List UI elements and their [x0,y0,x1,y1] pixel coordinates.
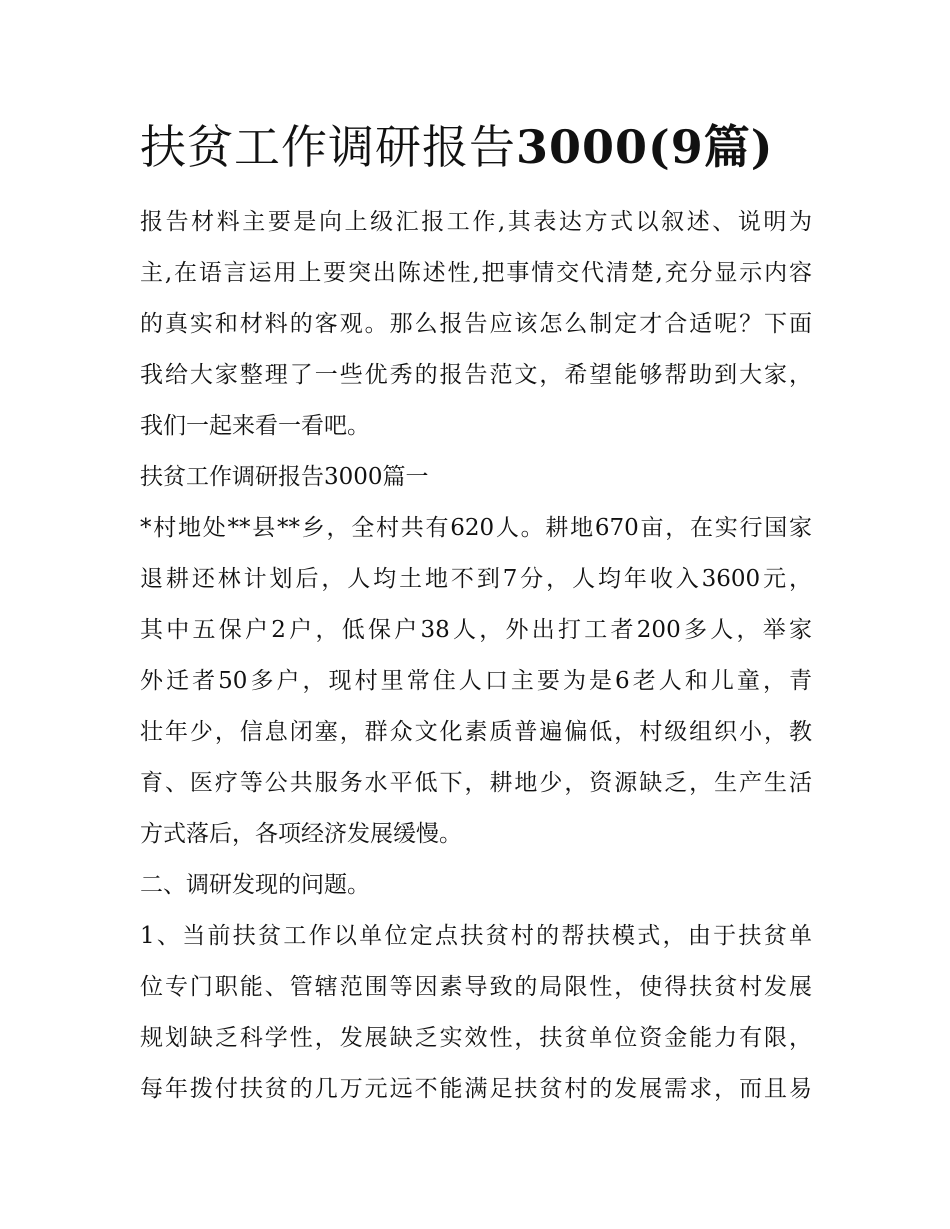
paragraph-line-2: 退耕还林计划后，人均土地不到7分，人均年收入3600元， [140,566,812,592]
intro-line-4: 我给大家整理了一些优秀的报告范文，希望能够帮助到大家， [140,362,812,388]
problem-line-4: 每年拨付扶贫的几万元远不能满足扶贫村的发展需求，而且易 [140,1076,812,1102]
section-heading-2: 二、调研发现的问题。 [140,872,370,898]
problem-line-1: 1、当前扶贫工作以单位定点扶贫村的帮扶模式，由于扶贫单 [140,923,812,949]
problem-line-3: 规划缺乏科学性，发展缺乏实效性，扶贫单位资金能力有限， [140,1025,812,1051]
paragraph-line-3: 其中五保户2户，低保户38人，外出打工者200多人，举家 [140,617,812,643]
document-title [140,112,820,182]
paragraph-line-5: 壮年少，信息闭塞，群众文化素质普遍偏低，村级组织小，教 [140,719,812,745]
paragraph-line-6: 育、医疗等公共服务水平低下，耕地少，资源缺乏，生产生活 [140,770,812,796]
paragraph-line-4: 外迁者50多户，现村里常住人口主要为是6老人和儿童，青 [140,668,812,694]
intro-line-1: 报告材料主要是向上级汇报工作,其表达方式以叙述、说明为 [140,209,812,235]
document-body [140,197,812,1115]
intro-line-3: 的真实和材料的客观。那么报告应该怎么制定才合适呢？下面 [140,311,812,337]
problem-line-2: 位专门职能、管辖范围等因素导致的局限性，使得扶贫村发展 [140,974,812,1000]
section-heading-1: 扶贫工作调研报告3000篇一 [140,464,429,490]
paragraph-line-1: *村地处**县**乡，全村共有620人。耕地670亩，在实行国家 [140,515,812,541]
paragraph-line-7: 方式落后，各项经济发展缓慢。 [140,821,462,847]
title-suffix-text: 3000(9篇) [516,120,774,174]
intro-line-2: 主,在语言运用上要突出陈述性,把事情交代清楚,充分显示内容 [140,260,812,286]
title-main-text: 扶贫工作调研报告 [140,120,516,174]
intro-line-5: 我们一起来看一看吧。 [140,413,370,439]
